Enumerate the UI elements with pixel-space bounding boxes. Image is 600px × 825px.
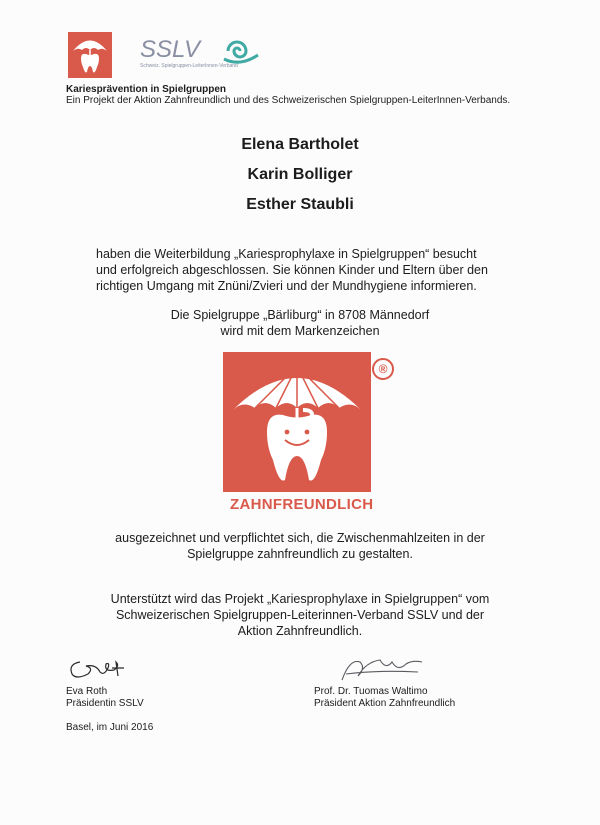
text-line: Die Spielgruppe „Bärliburg“ in 8708 Männedorf [170,308,430,322]
signatory-name: Eva Roth [66,686,108,697]
sslv-logo-text: SSLV [140,36,201,63]
signatory-name: Prof. Dr. Tuomas Waltimo [314,686,428,697]
signature-left [66,654,130,684]
signatory-left [66,686,144,710]
sslv-logo [140,33,265,73]
sslv-logo-subtext: Schweiz. Spielgruppen-LeiterInnen-Verband [140,63,238,69]
header-title: Kariesprävention in Spielgruppen [66,84,227,95]
text-line: Unterstützt wird das Projekt „Kariesprophylaxe in Spielgruppen“ vom [110,592,490,606]
brand-text: ZAHNFREUNDLICH [230,496,374,513]
text-line: Spielgruppe zahnfreundlich zu gestalten. [187,547,413,561]
text-line: wird mit dem Markenzeichen [220,324,380,338]
signatory-role: Präsidentin SSLV [66,698,144,709]
text-line: richtigen Umgang mit Znüni/Zvieri und der Mundhygiene informieren. [96,279,477,293]
signature-right [336,652,426,686]
signatory-role: Präsident Aktion Zahnfreundlich [314,698,456,709]
participant-name: Elena Bartholet [241,136,359,153]
support-paragraph [0,591,600,639]
place-date: Basel, im Juni 2016 [66,722,154,733]
text-line: ausgezeichnet und verpflichtet sich, die Zwischenmahlzeiten in der [115,531,485,545]
completion-paragraph [96,246,488,294]
playgroup-paragraph [0,307,600,339]
participant-name: Esther Staubli [246,196,354,213]
registered-mark: ® [372,358,394,380]
participant-name: Karin Bolliger [247,166,353,183]
text-line: Schweizerischen Spielgruppen-Leiterinnen-Verband SSLV und der [115,608,485,622]
zahnfreundlich-small-logo [68,32,112,78]
header-subtitle: Ein Projekt der Aktion Zahnfreundlich und des Schweizerischen Spielgruppen-LeiterInnen-Verbands. [66,95,511,106]
text-line: Aktion Zahnfreundlich. [237,624,363,638]
text-line: haben die Weiterbildung „Kariesprophylaxe in Spielgruppen“ besucht [96,247,477,261]
signatory-right [314,686,455,710]
award-paragraph [0,530,600,562]
text-line: und erfolgreich abgeschlossen. Sie können Kinder und Eltern über den [96,263,488,277]
zahnfreundlich-logo [223,352,371,492]
